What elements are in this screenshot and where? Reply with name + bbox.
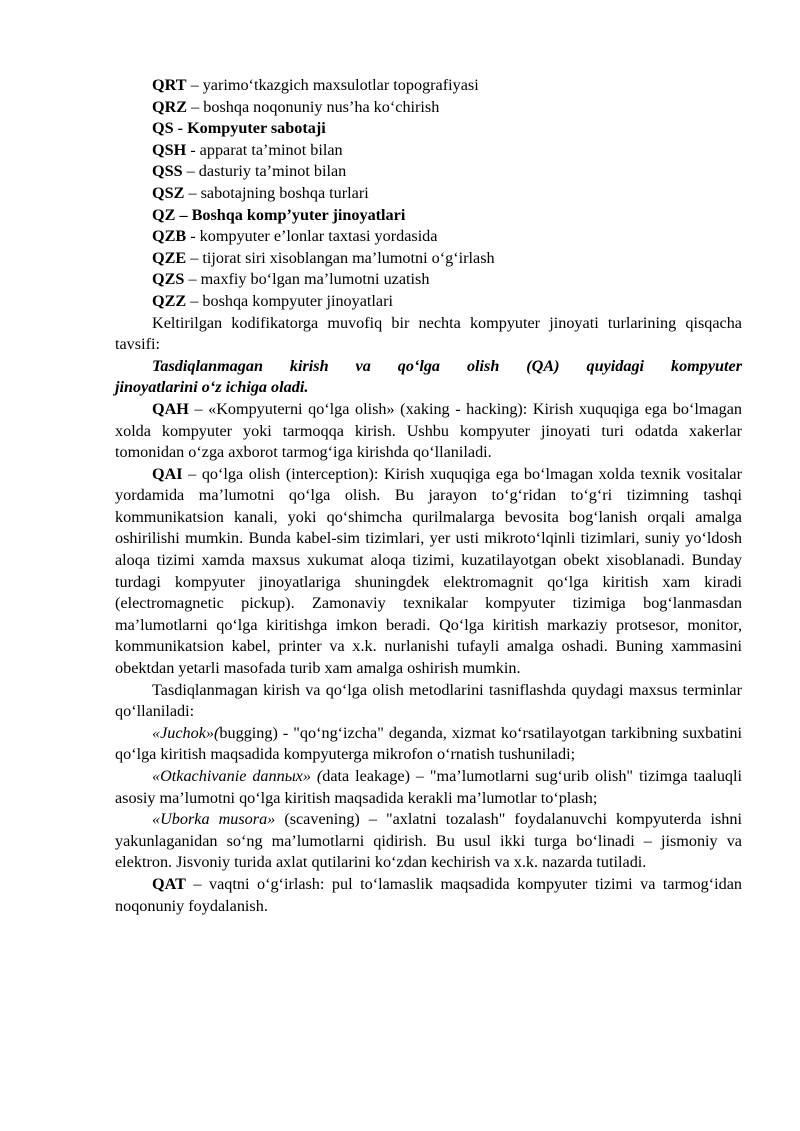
code-label: QS [152, 119, 174, 138]
code-description: dasturiy ta’minot bilan [198, 162, 347, 181]
qa-heading-line1: Tasdiqlanmagan kirish va qo‘lga olish (QA) quyidagi kompyuter [152, 356, 743, 375]
term-label: «Juchok»( [152, 723, 220, 742]
term-label: «Uborka musora» [152, 810, 285, 829]
code-description: kompyuter e’lonlar taxtasi yordasida [199, 227, 438, 246]
code-label: QSZ [152, 183, 185, 202]
qa-heading-line2: jinoyatlarini o‘z ichiga oladi. [115, 378, 309, 397]
code-line-qrt: QRT – yarimo‘tkazgich maxsulotlar topografiyasi [152, 76, 479, 94]
code-description: sabotajning boshqa turlari [200, 183, 369, 202]
code-line-qzs: QZS – maxfiy bo‘lgan ma’lumotni uzatish [152, 270, 430, 289]
document-page [115, 75, 742, 917]
code-label: QRT [152, 76, 187, 94]
code-description: apparat ta’minot bilan [199, 140, 343, 159]
code-label: QZ [152, 205, 176, 224]
code-line-qsh: QSH - apparat ta’minot bilan [152, 140, 343, 159]
code-description: maxfiy bo‘lgan ma’lumotni uzatish [200, 270, 430, 289]
methods-intro-paragraph: Tasdiqlanmagan kirish va qo‘lga olish metodlarini tasniflashda quydagi maxsus terminlar qo‘llaniladi: [115, 680, 742, 721]
code-description: Kompyuter sabotaji [187, 119, 326, 138]
code-line-qz: QZ – Boshqa komp’yuter jinoyatlari [152, 205, 406, 224]
code-description: boshqa noqonuniy nus’ha ko‘chirish [203, 97, 440, 116]
qai-paragraph: QAI – qo‘lga olish (interception): Kirish xuquqiga ega bo‘lmagan xolda texnik vositalar yordamida ma’lumotni qo‘lga olish. Bu jarayon to‘g‘ridan to‘g‘ri tizimning tashqi kommunikatsion kanali, yoki qo‘shimcha qurilmalarga bevosita bog‘lanish orqali amalga oshirilishi mumkin. Bunda kabel-sim tizimlari, yer usti mikroto‘lqinli tizimlari, suniy yo‘ldosh aloqa tizimi xamda maxsus xukumat aloqa tizimi, kuzatilayotgan obekt xisoblanadi. Bunday turdagi kompyuter jinoyatlariga shuningdek elektromagnit qo‘lga kiritish xam kiradi (electromagnetic pickup). Zamonaviy texnikalar kompyuter tizimiga bog‘lanmasdan ma’lumotlarni qo‘lga kiritishga imkon beradi. Qo‘lga kiritish markaziy protsesor, monitor, kommunikatsion kabel, printer va x.k. nurlanishi tufayli amalga oshadi. Buning xammasini obektdan yetarli masofada turib xam amalga oshirish mumkin. [115, 464, 742, 678]
code-description: Boshqa komp’yuter jinoyatlari [191, 205, 406, 224]
term-uborka-paragraph: «Uborka musora» (scavening) – "axlatni tozalash" foydalanuvchi kompyuterda ishni yakunlaganidan so‘ng ma’lumotlarni qidirish. Bu usul ikki turga bo‘linadi – jismoniy va elektron. Jisvoniy turida axlat qutilarini ko‘zdan kechirish va x.k. nazarda tutiladi. [115, 810, 742, 872]
code-label: QZS [152, 270, 185, 289]
intro-paragraph: Keltirilgan kodifikatorga muvofiq bir nechta kompyuter jinoyati turlarining qisqacha tavsifi: [115, 313, 742, 354]
term-otkachivanie-paragraph: «Otkachivanie dannых» (data leakage) – "ma’lumotlarni sug‘urib olish" tizimga taaluqli asosiy ma’lumotni qo‘lga kiritish maqsadida kerakli ma’lumotlar to‘plash; [115, 767, 742, 807]
term-juchok-paragraph: «Juchok»(bugging) - "qo‘ng‘izcha" deganda, xizmat ko‘rsatilayotgan tarkibning suxbatini qo‘lga kiritish maqsadida kompyuterga mikrofon o‘rnatish tushuniladi; [115, 723, 742, 764]
code-label: QSH [152, 140, 187, 159]
code-description: tijorat siri xisoblangan ma’lumotni o‘g‘irlash [202, 248, 495, 267]
code-label: QAI [152, 464, 183, 483]
code-label: QZZ [152, 291, 187, 310]
code-line-qsz: QSZ – sabotajning boshqa turlari [152, 183, 369, 202]
term-label: «Otkachivanie dannых» ( [152, 767, 323, 785]
code-description: boshqa kompyuter jinoyatlari [202, 291, 393, 310]
code-line-qzb: QZB - kompyuter e’lonlar taxtasi yordasida [152, 227, 438, 246]
code-line-qrz: QRZ – boshqa noqonuniy nus’ha ko‘chirish [152, 97, 440, 116]
code-description: yarimo‘tkazgich maxsulotlar topografiyasi [202, 76, 479, 94]
code-line-qs: QS - Kompyuter sabotaji [152, 119, 326, 138]
code-label: QRZ [152, 97, 188, 116]
code-label: QAT [152, 874, 186, 893]
code-line-qze: QZE – tijorat siri xisoblangan ma’lumotni o‘g‘irlash [152, 248, 495, 267]
qat-paragraph: QAT – vaqtni o‘g‘irlash: pul to‘lamaslik maqsadida kompyuter tizimi va tarmog‘idan noqonuniy foydalanish. [115, 874, 742, 915]
qah-paragraph: QAH – «Kompyuterni qo‘lga olish» (xaking - hacking): Kirish xuquqiga ega bo‘lmagan xolda kompyuter yoki tarmoqqa kirish. Ushbu kompyuter jinoyati turi odatda xakerlar tomonidan o‘zga axborot tarmog‘iga kirishda qo‘llaniladi. [115, 399, 742, 462]
code-line-qss: QSS – dasturiy ta’minot bilan [152, 162, 347, 181]
code-label: QSS [152, 162, 183, 181]
code-line-qzz: QZZ – boshqa kompyuter jinoyatlari [152, 291, 393, 310]
code-label: QZE [152, 248, 187, 267]
code-label: QZB [152, 227, 187, 246]
code-label: QAH [152, 399, 189, 418]
